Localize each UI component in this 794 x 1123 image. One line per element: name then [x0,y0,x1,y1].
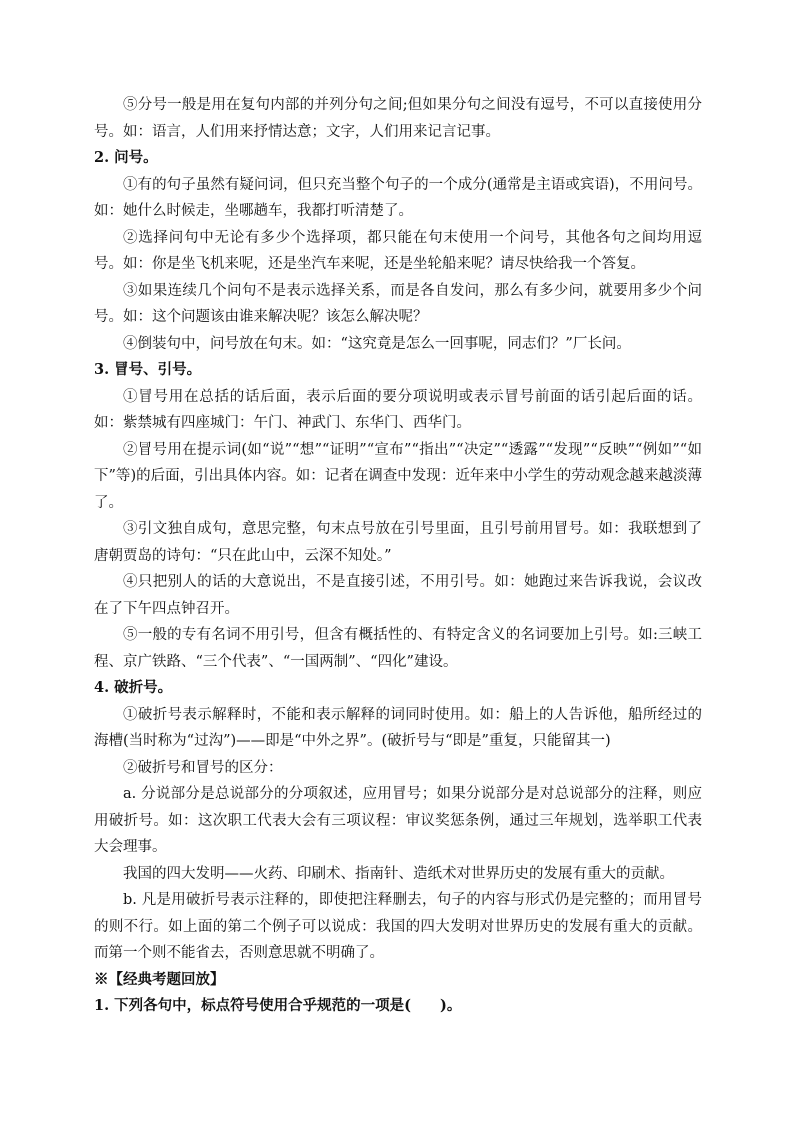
quote-rule-3: ③引文独自成句，意思完整，句末点号放在引号里面，且引号前用冒号。如：我联想到了唐朝贾岛的诗句：“只在此山中，云深不知处。” [94,521,702,564]
dash-rule-b: b. 凡是用破折号表示注释的，即使把注释删去，句子的内容与形式仍是完整的；而用冒号的则不行。如上面的第二个例子可以说成：我国的四大发明对世界历史的发展有重大的贡献。而第一个则不能省去，否则意思就不明确了。 [94,892,702,961]
colon-quote-heading: 3. 冒号、引号。 [94,361,202,378]
exam-question-1: 1. 下列各句中，标点符号使用合乎规范的一项是( )。 [94,997,462,1014]
colon-rule-1: ①冒号用在总括的话后面，表示后面的要分项说明或表示冒号前面的话引起后面的话。如：紫禁城有四座城门：午门、神武门、东华门、西华门。 [94,388,702,431]
question-mark-rule-2: ②选择问句中无论有多少个选择项，都只能在句末使用一个问号，其他各句之间均用逗号。如：你是坐飞机来呢，还是坐汽车来呢，还是坐轮船来呢？请尽快给我一个答复。 [94,229,702,272]
semicolon-rule-5: ⑤分号一般是用在复句内部的并列分句之间;但如果分句之间没有逗号，不可以直接使用分号。如：语言，人们用来抒情达意；文字，人们用来记言记事。 [94,97,702,140]
dash-rule-1: ①破折号表示解释时，不能和表示解释的词同时使用。如：船上的人告诉他，船所经过的海槽(当时称为“过沟”)——即是“中外之界”。(破折号与“即是”重复，只能留其一) [94,706,702,749]
review-heading: ※【经典考题回放】 [94,970,225,988]
colon-rule-2: ②冒号用在提示词(如“说”“想”“证明”“宣布”“指出”“决定”“透露”“发现”“反映”“例如”“如下”等)的后面，引出具体内容。如：记者在调查中发现：近年来中小学生的劳动观念越来越淡薄了。 [94,441,702,511]
quote-rule-4: ④只把别人的话的大意说出，不是直接引述，不用引号。如：她跑过来告诉我说，会议改在了下午四点钟召开。 [94,574,702,617]
document-page [94,92,702,1020]
question-mark-rule-1: ①有的句子虽然有疑问词，但只充当整个句子的一个成分(通常是主语或宾语)，不用问号。如：她什么时候走，坐哪趟车，我都打听清楚了。 [94,176,702,219]
question-mark-rule-4: ④倒装句中，问号放在句末。如：“这究竟是怎么一回事呢，同志们？”厂长问。 [123,335,631,352]
question-mark-rule-3: ③如果连续几个问句不是表示选择关系，而是各自发问，那么有多少问，就要用多少个问号。如：这个问题该由谁来解决呢？该怎么解决呢？ [94,282,702,325]
dash-rule-a: a. 分说部分是总说部分的分项叙述，应用冒号；如果分说部分是对总说部分的注释，则应用破折号。如：这次职工代表大会有三项议程：审议奖惩条例，通过三年规划，选举职工代表大会理事。 [94,786,702,855]
quote-rule-5: ⑤一般的专有名词不用引号，但含有概括性的、有特定含义的名词要加上引号。如:三峡工程、京广铁路、“三个代表”、“一国两制”、“四化”建设。 [94,627,702,670]
question-mark-heading: 2. 问号。 [94,149,158,166]
dash-rule-a-example: 我国的四大发明——火药、印刷术、指南针、造纸术对世界历史的发展有重大的贡献。 [123,865,674,882]
dash-heading: 4. 破折号。 [94,679,173,696]
dash-rule-2: ②破折号和冒号的区分： [123,759,283,776]
